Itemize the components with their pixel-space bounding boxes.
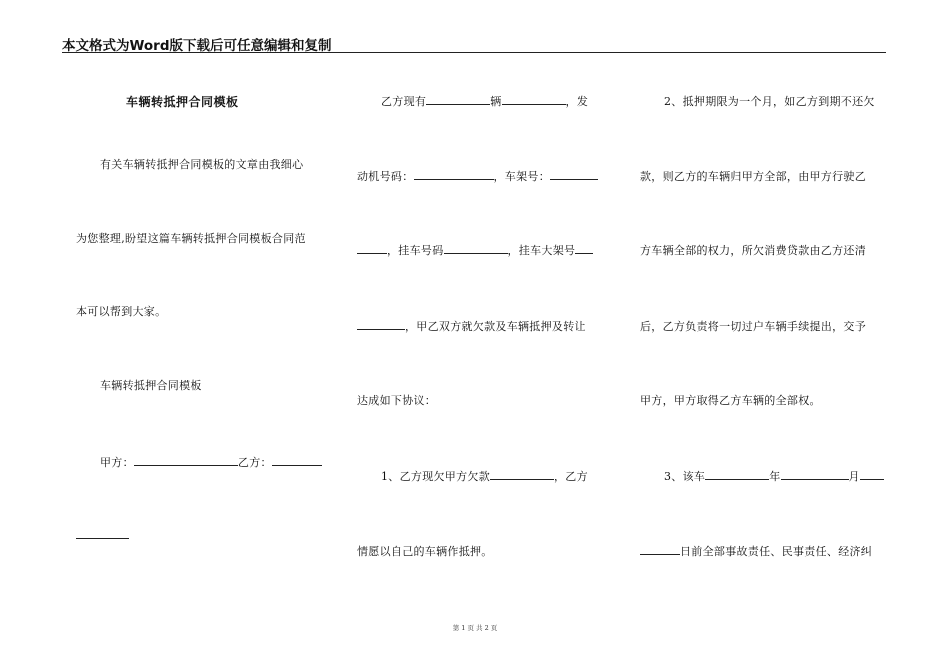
text-segment: ，挂车号码 xyxy=(387,244,444,257)
text-segment: 日前全部事故责任、民事责任、经济纠 xyxy=(680,545,873,558)
text-segment: ，甲乙双方就欠款及车辆抵押及转让 xyxy=(405,320,586,333)
paragraph-line xyxy=(381,93,588,109)
blank-field xyxy=(781,469,849,480)
blank-field xyxy=(550,169,598,180)
blank-field xyxy=(134,455,238,466)
paragraph-line: 为您整理,盼望这篇车辆转抵押合同模板合同范 xyxy=(76,232,306,245)
text-segment: 1、乙方现欠甲方欠款 xyxy=(381,470,490,483)
blank-field xyxy=(426,94,490,105)
paragraph-line: 本可以帮到大家。 xyxy=(76,305,167,318)
blank-field xyxy=(860,469,884,480)
page-header xyxy=(62,34,886,53)
text-segment: ，挂车大架号 xyxy=(507,244,576,257)
text-segment: ，发 xyxy=(565,95,589,108)
paragraph-line: 后，乙方负责将一切过户车辆手续提出，交予 xyxy=(640,320,866,333)
blank-field xyxy=(272,455,322,466)
blank-field xyxy=(357,243,387,254)
blank-field xyxy=(444,243,508,254)
paragraph-line xyxy=(357,318,586,334)
party-line xyxy=(100,454,322,470)
paragraph-line: 款，则乙方的车辆归甲方全部，由甲方行驶乙 xyxy=(640,170,866,183)
blank-field xyxy=(502,94,566,105)
text-segment: 3、该车 xyxy=(664,470,706,483)
page-number: 第 1 页 共 2 页 xyxy=(452,624,498,632)
blank-field xyxy=(575,243,593,254)
paragraph-line: 情愿以自己的车辆作抵押。 xyxy=(357,545,493,558)
contract-title: 车辆转抵押合同模板 xyxy=(126,95,239,109)
paragraph-line: 方车辆全部的权力，所欠消费贷款由乙方还清 xyxy=(640,244,866,257)
text-segment: 月 xyxy=(848,470,860,483)
text-segment: 乙方现有 xyxy=(381,95,427,108)
text-segment: 动机号码： xyxy=(357,170,414,183)
blank-field xyxy=(76,528,129,539)
paragraph-line: 甲方，甲方取得乙方车辆的全部权。 xyxy=(640,394,821,407)
paragraph-line: 有关车辆转抵押合同模板的文章由我细心 xyxy=(100,158,304,171)
blank-field xyxy=(705,469,769,480)
party-line-cont xyxy=(76,528,129,542)
blank-field xyxy=(490,469,554,480)
text-segment: 年 xyxy=(769,470,781,483)
text-segment: 辆 xyxy=(490,95,502,108)
paragraph-line: 达成如下协议： xyxy=(357,394,437,407)
paragraph-line: 2、抵押期限为一个月，如乙方到期不还欠 xyxy=(664,95,875,108)
paragraph-line xyxy=(357,242,593,258)
party-b-label: 乙方： xyxy=(237,456,272,469)
blank-field xyxy=(357,319,405,330)
paragraph-line xyxy=(357,168,598,184)
paragraph-line xyxy=(640,543,872,559)
paragraph-line xyxy=(381,468,588,484)
blank-field xyxy=(414,169,494,180)
party-a-label: 甲方： xyxy=(100,456,134,469)
subheading: 车辆转抵押合同模板 xyxy=(100,379,202,392)
header-title: 本文格式为Word版下载后可任意编辑和复制 xyxy=(62,38,332,54)
text-segment: ，乙方 xyxy=(554,470,588,483)
text-segment: ，车架号： xyxy=(493,170,550,183)
paragraph-line xyxy=(664,468,884,484)
blank-field xyxy=(640,544,680,555)
